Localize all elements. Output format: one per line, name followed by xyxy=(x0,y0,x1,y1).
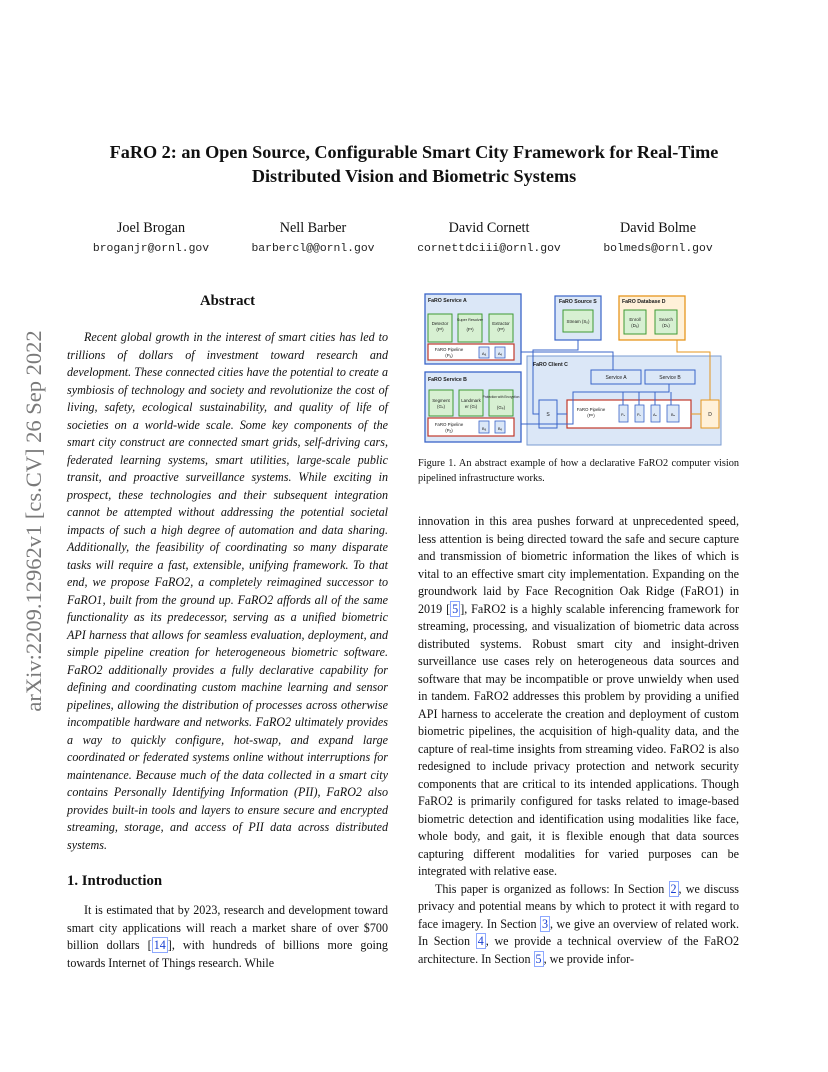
citation-link[interactable]: 14 xyxy=(153,938,166,952)
service-b-label: FaRO Service B xyxy=(428,377,467,383)
section-link[interactable]: 4 xyxy=(477,934,484,948)
pipeline-a-stage-2-label: Aₑ xyxy=(497,351,503,356)
section-link[interactable]: 5 xyxy=(535,951,542,966)
d-node-label: D xyxy=(708,412,712,418)
pipeline-a-label: FaRO Pipeline xyxy=(434,347,464,352)
abstract-body xyxy=(67,329,388,854)
abstract-heading: Abstract xyxy=(199,293,256,309)
author-email: bolmeds@ornl.gov xyxy=(603,243,713,255)
detector-symbol: (Fᵈ) xyxy=(436,327,444,332)
super-resolver-symbol: (Fˢ) xyxy=(466,327,474,332)
figure-1-caption: Figure 1. An abstract example of how a declarative FaRO2 computer vision pipelined infrastructure works. xyxy=(418,458,739,484)
author-email: barbercl@@ornl.gov xyxy=(251,243,375,255)
segment-symbol: (Gₛ) xyxy=(437,404,445,409)
landmark-box xyxy=(459,390,483,416)
figure-1-diagram xyxy=(423,292,723,447)
protection-box xyxy=(489,390,513,416)
service-b-button-label: Service B xyxy=(659,375,681,381)
s-node-label: S xyxy=(546,412,550,418)
search-symbol: (Dₛ) xyxy=(662,323,670,328)
enroll-symbol: (Dₑ) xyxy=(631,323,639,328)
segment-box xyxy=(429,390,453,416)
pipeline-b-stage-1-label: Bₐ xyxy=(481,426,487,431)
title-line-2: Distributed Vision and Biometric Systems xyxy=(251,165,577,186)
extractor-symbol: (Fᵉ) xyxy=(497,327,505,332)
arxiv-id: arXiv:2209.12962v1 [cs.CV] 26 Sep 2022 xyxy=(21,329,46,712)
right-column-body xyxy=(418,513,739,968)
pipeline-c-stage-4-label: Bₐ xyxy=(671,413,675,417)
author-block xyxy=(213,219,413,257)
author-email: cornettdciii@ornl.gov xyxy=(417,243,561,255)
body-paragraph: innovation in this area pushes forward at unprecedented speed, less attention is being directed toward the safe and secure capture and transmission of biometric information the likes of which is vital to an effective smart city implementation. Expanding on the groundwork laid by Face Recognition Oak Ridge (FaRO1) in 2019 [ 5 ], FaRO2 is a highly scalable inferencing framework for streaming, processing, and visualization of biometric data across distributed systems. Robust smart city and insight-driven surveillance use cases rely on heterogeneous data sources and software that may be incompatible or prove unwieldy when used in tandem. FaRO2 addresses this problem by providing a unified API harness to accelerate the creation and deployment of custom biometric pipelines, the acquisition of high-quality data, and the capture of real-time insights from streaming video. FaRO2 is also redesigned to include privacy protection and network security components that are critical to its intended applications. Though FaRO2 is primarily configured for tasks related to image-based biometric detection and identification using modalities like face, whole body, and gait, it is flexible enough that data sources capturing different modalities for varied purposes can be integrated with relative ease. xyxy=(418,514,739,878)
introduction-body xyxy=(67,902,388,972)
stream-label: Stream (Sₒ) xyxy=(566,319,590,324)
enroll-box xyxy=(624,310,646,334)
section-link[interactable]: 2 xyxy=(670,881,677,896)
pipeline-b-symbol: (Pᵦ) xyxy=(445,428,453,433)
extractor-label: Extractor xyxy=(492,321,510,326)
service-a-button-label: Service A xyxy=(605,375,627,381)
author-name: Nell Barber xyxy=(279,220,347,236)
author-email: broganjr@ornl.gov xyxy=(92,243,210,255)
pipeline-a-stage-1-label: Aₐ xyxy=(481,351,487,356)
search-label: Search xyxy=(659,317,673,322)
protection-symbol: (Gₚ) xyxy=(496,405,506,410)
search-box xyxy=(655,310,677,334)
section-link[interactable]: 3 xyxy=(541,916,548,931)
source-s-label: FaRO Source S xyxy=(559,299,597,305)
title-line-1: FaRO 2: an Open Source, Configurable Smart City Framework for Real-Time xyxy=(109,142,719,162)
landmark-label: Landmark xyxy=(461,398,481,403)
super-resolver-label: Super Resolver xyxy=(456,318,484,322)
citation-link[interactable]: 5 xyxy=(452,601,459,616)
pipeline-c-stage-1-label: Pₐ xyxy=(621,413,625,417)
detector-label: Detector xyxy=(431,321,449,326)
arxiv-sidebar-stamp xyxy=(20,284,48,757)
pipeline-c-stage-2-label: Pₑ xyxy=(637,413,641,417)
author-name: David Cornett xyxy=(448,220,530,236)
protection-label: Protection with Encryption xyxy=(482,395,520,399)
client-c-label: FaRO Client C xyxy=(533,362,568,368)
segment-label: Segment xyxy=(432,398,450,403)
paper-title xyxy=(60,141,768,188)
pipeline-a-symbol: (Pₐ) xyxy=(445,353,453,358)
landmark-symbol: er (Gₗ) xyxy=(464,404,478,409)
abstract-text: Recent global growth in the interest of smart cities has led to trillions of dollars of investment toward research and development. These connected cities have the potential to create a symbiosis of technology and society and revolutionize the cost of living, safety, ecological sustainability, and quality of life of societies on a world-wide scale. Some key components of the smart city construct are connected smart grids, self-driving cars, federated learning systems, smart utilities, large-scale public transit, and proactive surveillance systems. While exciting in prospect, these technologies and their subsequent integration cannot be attempted without addressing the potential societal impacts of such a high degree of automation and data sharing. Additionally, the feasibility of coordinating so many disparate tasks will require a fast, extensible, unifying framework. To that end, we propose FaRO2, a completely reimagined successor to FaRO1, built from the ground up. FaRO2 affords all of the same functionality as its predecessor, serving as a unified biometric API harness that allows for seamless evaluation, deployment, and simple pipeline creation for heterogeneous biometric software. FaRO2 additionally provides a fully declarative capability for defining and coordinating custom machine learning and sensor pipelines, allowing the distribution of processes across otherwise incompatible hardware and networks. FaRO2 ultimately provides a way to quickly configure, hot-swap, and expand large coordinated or federated systems online without interruptions for maintenance. Because much of the data collected in a smart city contains Personally Identifying Information (PII), FaRO2 also provides built-in tools and layers to ensure secure and encrypted streaming, storage, and access of PII data across distributed systems. xyxy=(67,330,388,852)
body-paragraph: This paper is organized as follows: In Section 2 , we discuss privacy and potential means by which to protect it with regard to face imagery. In Section 3 , we give an overview of related work. In Section 4 , we provide a technical overview of the FaRO2 architecture. In Section 5 , we provide infor- xyxy=(418,881,740,966)
pipeline-c-symbol: (Pᶜ) xyxy=(587,413,595,418)
database-d-label: FaRO Database D xyxy=(622,299,666,305)
author-name: Joel Brogan xyxy=(116,220,186,236)
pipeline-b-label: FaRO Pipeline xyxy=(434,422,464,427)
intro-paragraph: It is estimated that by 2023, research and development toward smart city applications will reach a market share of over $700 billion dollars [ 14 ], with hundreds of billions more going towards Internet of Things research. While xyxy=(67,903,388,970)
author-block xyxy=(558,219,758,257)
pipeline-c-label: FaRO Pipeline xyxy=(576,407,606,412)
pipeline-c-stage-3-label: Aₑ xyxy=(653,413,657,417)
pipeline-b-stage-2-label: Bₑ xyxy=(497,426,503,431)
section-heading-introduction: 1. Introduction xyxy=(67,873,163,889)
service-a-label: FaRO Service A xyxy=(428,298,467,304)
enroll-label: Enroll xyxy=(629,317,641,322)
author-name: David Bolme xyxy=(619,220,697,236)
